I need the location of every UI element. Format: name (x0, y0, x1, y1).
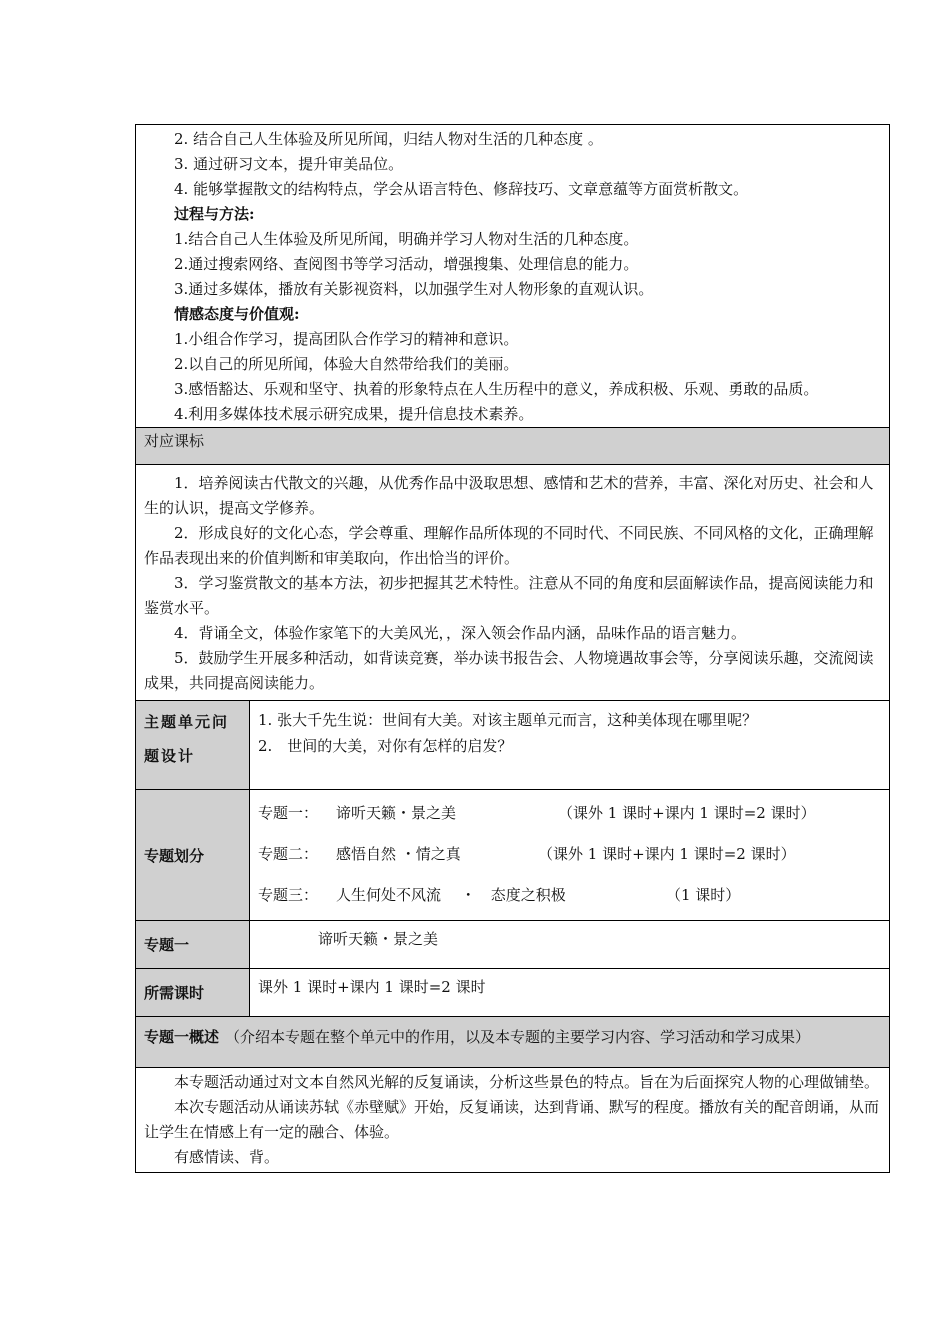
topic-one-label: 专题一 (136, 921, 250, 968)
knowledge-item: 2. 结合自己人生体验及所见所闻，归结人物对生活的几种态度 。 (174, 130, 603, 148)
question-design-label-line1: 主题单元问 (144, 713, 230, 731)
overview-item: 本专题活动通过对文本自然风光解的反复诵读，分析这些景色的特点。旨在为后面探究人物的心理做铺垫。 (174, 1073, 880, 1091)
topic-item (258, 792, 881, 833)
question-1: 1. 张大千先生说：世间有大美。对该主题单元而言，这种美体现在哪里呢？ (258, 711, 758, 729)
topic-one-value: 谛听天籁・景之美 (318, 930, 439, 948)
question-design-row (136, 701, 889, 790)
knowledge-item: 4. 能够掌握散文的结构特点，学会从语言特色、修辞技巧、文章意蕴等方面赏析散文。 (174, 180, 749, 198)
emotion-item: 2.以自己的所见所闻，体验大自然带给我们的美丽。 (174, 355, 519, 373)
topic-number: 专题三： (258, 886, 319, 904)
overview-label: 专题一概述 (144, 1028, 220, 1046)
topic-hours: （1 课时） (666, 886, 741, 904)
overview-section (136, 1068, 889, 1172)
process-item: 3.通过多媒体，播放有关影视资料，以加强学生对人物形象的直观认识。 (174, 280, 654, 298)
topic-item (258, 874, 881, 915)
emotion-item: 3.感悟豁达、乐观和坚守、执着的形象特点在人生历程中的意义，养成积极、乐观、勇敢的品质。 (174, 380, 819, 398)
topic-one-row (136, 921, 889, 969)
topic-name: 感悟自然 ・情之真 (336, 845, 461, 863)
standard-item: 3．学习鉴赏散文的基本方法，初步把握其艺术特性。注意从不同的角度和层面解读作品，提高阅读能力和鉴赏水平。 (144, 574, 874, 617)
topic-hours: （课外 1 课时+课内 1 课时=2 课时） (538, 845, 796, 863)
standards-heading: 对应课标 (136, 428, 889, 465)
knowledge-item: 3. 通过研习文本，提升审美品位。 (174, 155, 404, 173)
process-item: 1.结合自己人生体验及所见所闻，明确并学习人物对生活的几种态度。 (174, 230, 639, 248)
hours-value: 课外 1 课时+课内 1 课时=2 课时 (258, 978, 486, 996)
topic-number: 专题二： (258, 845, 319, 863)
standard-item: 2．形成良好的文化心态，学会尊重、理解作品所体现的不同时代、不同民族、不同风格的文化，正确理解作品表现出来的价值判断和审美取向，作出恰当的评价。 (144, 524, 874, 567)
question-2: 2. 世间的大美，对你有怎样的启发？ (258, 737, 513, 755)
question-design-content (250, 701, 889, 789)
question-design-label-line2: 题设计 (144, 747, 196, 765)
question-design-label (136, 701, 250, 789)
hours-row (136, 969, 889, 1017)
topics-row (136, 790, 889, 921)
standards-section (136, 465, 889, 701)
emotion-heading: 情感态度与价值观: (174, 305, 300, 323)
emotion-item: 1.小组合作学习，提高团队合作学习的精神和意识。 (174, 330, 519, 348)
overview-item: 本次专题活动从诵读苏轼《赤壁赋》开始，反复诵读，达到背诵、默写的程度。播放有关的配音朗诵，从而让学生在情感上有一定的融合、体验。 (144, 1098, 880, 1141)
lesson-plan-table (135, 124, 890, 1173)
topic-name: 谛听天籁・景之美 (336, 804, 457, 822)
topic-hours: （课外 1 课时+课内 1 课时=2 课时） (558, 804, 816, 822)
process-item: 2.通过搜索网络、查阅图书等学习活动，增强搜集、处理信息的能力。 (174, 255, 639, 273)
process-heading: 过程与方法: (174, 205, 255, 223)
standard-item: 4．背诵全文，体验作家笔下的大美风光，，深入领会作品内涵，品味作品的语言魅力。 (174, 624, 747, 642)
topics-label: 专题划分 (136, 790, 250, 920)
overview-item: 有感情读、背。 (174, 1148, 280, 1166)
standard-item: 1．培养阅读古代散文的兴趣，从优秀作品中汲取思想、感情和艺术的营养，丰富、深化对历史、社会和人生的认识，提高文学修养。 (144, 474, 874, 517)
topic-item (258, 833, 881, 874)
hours-label: 所需课时 (136, 969, 250, 1016)
topic-name: 人生何处不风流 ・ 态度之积极 (336, 886, 566, 904)
topic-number: 专题一： (258, 804, 319, 822)
objectives-section (136, 125, 889, 428)
topics-content (250, 790, 889, 920)
emotion-item: 4.利用多媒体技术展示研究成果，提升信息技术素养。 (174, 405, 534, 423)
overview-heading (136, 1017, 889, 1068)
overview-note: （介绍本专题在整个单元中的作用，以及本专题的主要学习内容、学习活动和学习成果） (225, 1028, 811, 1046)
standard-item: 5．鼓励学生开展多种活动，如背读竞赛，举办读书报告会、人物境遇故事会等，分享阅读乐趣，交流阅读成果，共同提高阅读能力。 (144, 649, 874, 692)
